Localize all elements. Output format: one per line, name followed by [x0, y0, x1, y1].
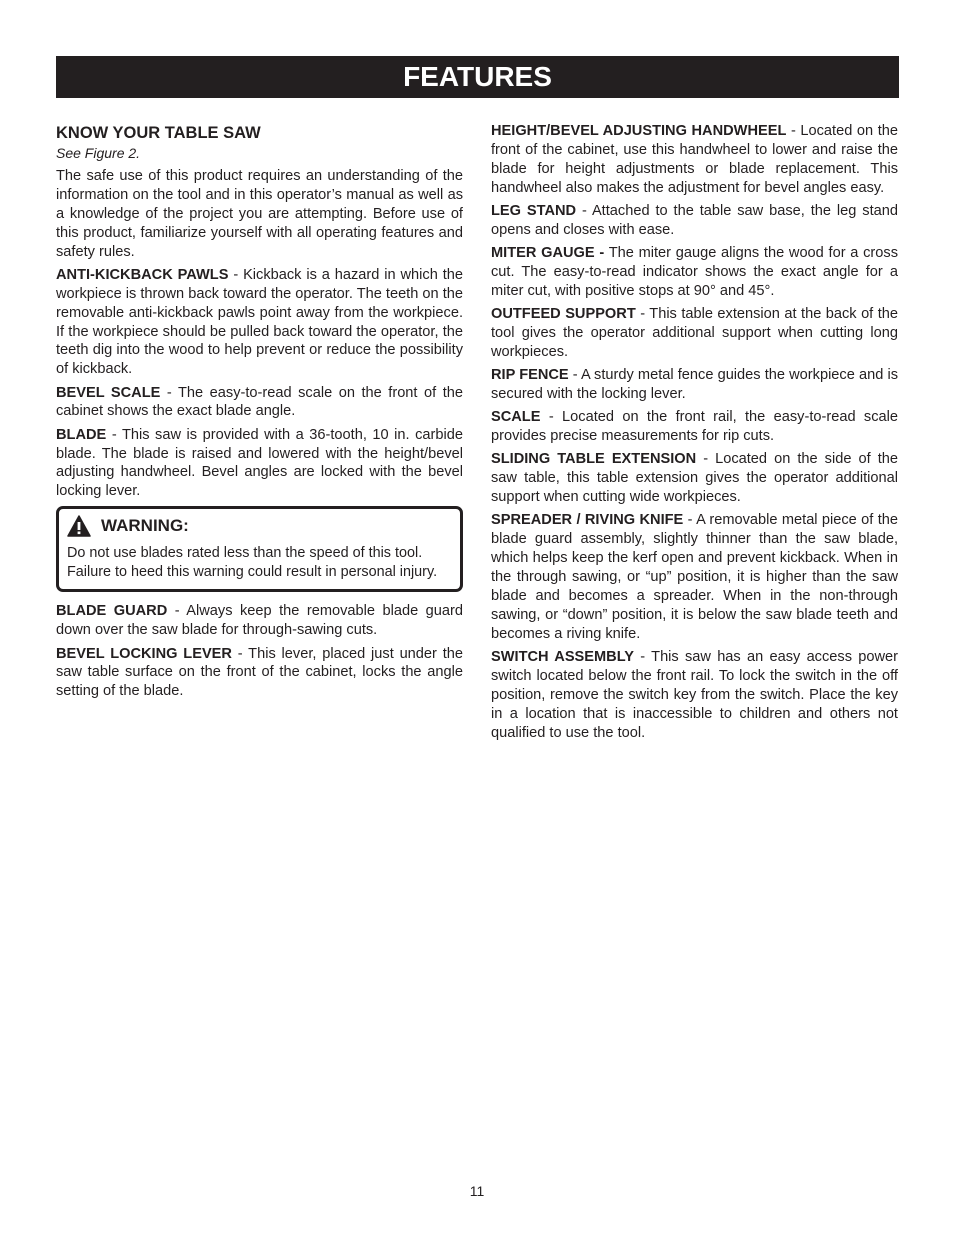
feature-term: BLADE [56, 426, 107, 443]
feature-rip-fence [491, 366, 898, 404]
feature-description: - This table extension at the back of the tool gives the operator additional support when cutting long workpieces. [491, 306, 898, 360]
feature-height-bevel-handwheel [491, 122, 898, 198]
feature-description: - A sturdy metal fence guides the workpiece and is secured with the locking lever. [491, 367, 898, 402]
feature-description: - Attached to the table saw base, the leg stand opens and closes with ease. [491, 202, 898, 238]
feature-description: - Located on the side of the saw table, this table extension gives the operator additional support when cutting wide workpieces. [491, 451, 898, 506]
left-column [56, 122, 463, 706]
warning-header [67, 515, 452, 537]
feature-bevel-locking-lever [56, 645, 463, 702]
feature-spreader-riving-knife [491, 511, 898, 643]
feature-term: SLIDING TABLE EXTENSION [491, 451, 697, 468]
warning-triangle-icon [67, 515, 91, 537]
page-title: FEATURES [403, 61, 552, 92]
intro-paragraph: The safe use of this product requires an understanding of the information on the tool and in this operator’s manual as well as a knowledge of the project you are attempting. Before use of this product, familiarize yourself with all operating features and safety rules. [56, 168, 463, 260]
feature-description: - Always keep the removable blade guard down over the saw blade for through-sawing cuts. [56, 603, 463, 639]
feature-description: - Located on the front of the cabinet, use this handwheel to lower and raise the blade for height adjustments or blade replacement. This handwheel also makes the adjustment for bevel angles easy. [491, 123, 898, 196]
feature-description: - This saw is provided with a 36-tooth, 10 in. carbide blade. The blade is raised and lowered with the height/bevel adjusting handwheel. Bevel angles are locked with the bevel locking lever. [56, 426, 463, 500]
feature-anti-kickback-pawls [56, 266, 463, 379]
feature-scale [491, 408, 898, 446]
warning-box [56, 506, 463, 593]
figure-reference: See Figure 2. [56, 145, 141, 161]
feature-description: - This lever, placed just under the saw table surface on the front of the cabinet, locks the angle setting of the blade. [56, 645, 463, 700]
feature-description: The miter gauge aligns the wood for a cross cut. The easy-to-read indicator shows the exact angle for a miter cut, with positive stops at 90° and 45°. [491, 245, 898, 299]
feature-blade-guard [56, 602, 463, 640]
feature-description: - Kickback is a hazard in which the workpiece is thrown back toward the operator. The teeth on the removable anti-kickback pawls point away from the workpiece. If the workpiece should be pulled back toward the operator, the teeth dig into the wood to help prevent or reduce the possibility of kickback. [56, 266, 463, 378]
page-number: 11 [469, 1183, 485, 1199]
feature-term: BEVEL SCALE [56, 384, 161, 401]
feature-bevel-scale [56, 384, 463, 422]
feature-term: SPREADER / RIVING KNIFE [491, 512, 684, 529]
feature-description: - This saw has an easy access power switch located below the front rail. To lock the switch in the off position, remove the switch key from the switch. Place the key in a location that is inaccessible to children and others not qualified to use the tool. [491, 648, 898, 741]
feature-miter-gauge [491, 244, 898, 301]
warning-label: WARNING: [101, 515, 189, 535]
section-banner [56, 56, 899, 98]
warning-text: Do not use blades rated less than the speed of this tool. Failure to heed this warning could result in personal injury. [67, 544, 438, 580]
feature-term: LEG STAND [491, 202, 577, 219]
feature-switch-assembly [491, 648, 898, 743]
feature-term: BLADE GUARD [56, 603, 168, 620]
feature-term: ANTI-KICKBACK PAWLS [56, 266, 229, 283]
right-column [491, 122, 898, 747]
feature-term: RIP FENCE [491, 367, 569, 384]
section-heading: KNOW YOUR TABLE SAW [56, 124, 261, 142]
feature-term: HEIGHT/BEVEL ADJUSTING HANDWHEEL [491, 123, 787, 139]
feature-term: SWITCH ASSEMBLY [491, 648, 635, 665]
feature-description: - The easy-to-read scale on the front of the cabinet shows the exact blade angle. [56, 384, 463, 420]
feature-term: SCALE [491, 409, 541, 426]
feature-term: BEVEL LOCKING LEVER [56, 645, 232, 662]
feature-leg-stand [491, 202, 898, 240]
feature-sliding-table-extension [491, 450, 898, 507]
feature-blade [56, 426, 463, 502]
feature-term: MITER GAUGE - [491, 245, 605, 262]
feature-outfeed-support [491, 305, 898, 362]
feature-description: - A removable metal piece of the blade guard assembly, slightly thinner than the saw blade, which helps keep the kerf open and prevent kickback. When in the through sawing, or “up” position, it is higher than the saw blade and becomes a spreader. When in the non-through sawing, or “down” position, it is below the saw blade teeth and becomes a riving knife. [491, 512, 898, 642]
feature-term: OUTFEED SUPPORT [491, 306, 636, 323]
feature-description: - Located on the front rail, the easy-to-read scale provides precise measurements for rip cuts. [491, 409, 898, 445]
